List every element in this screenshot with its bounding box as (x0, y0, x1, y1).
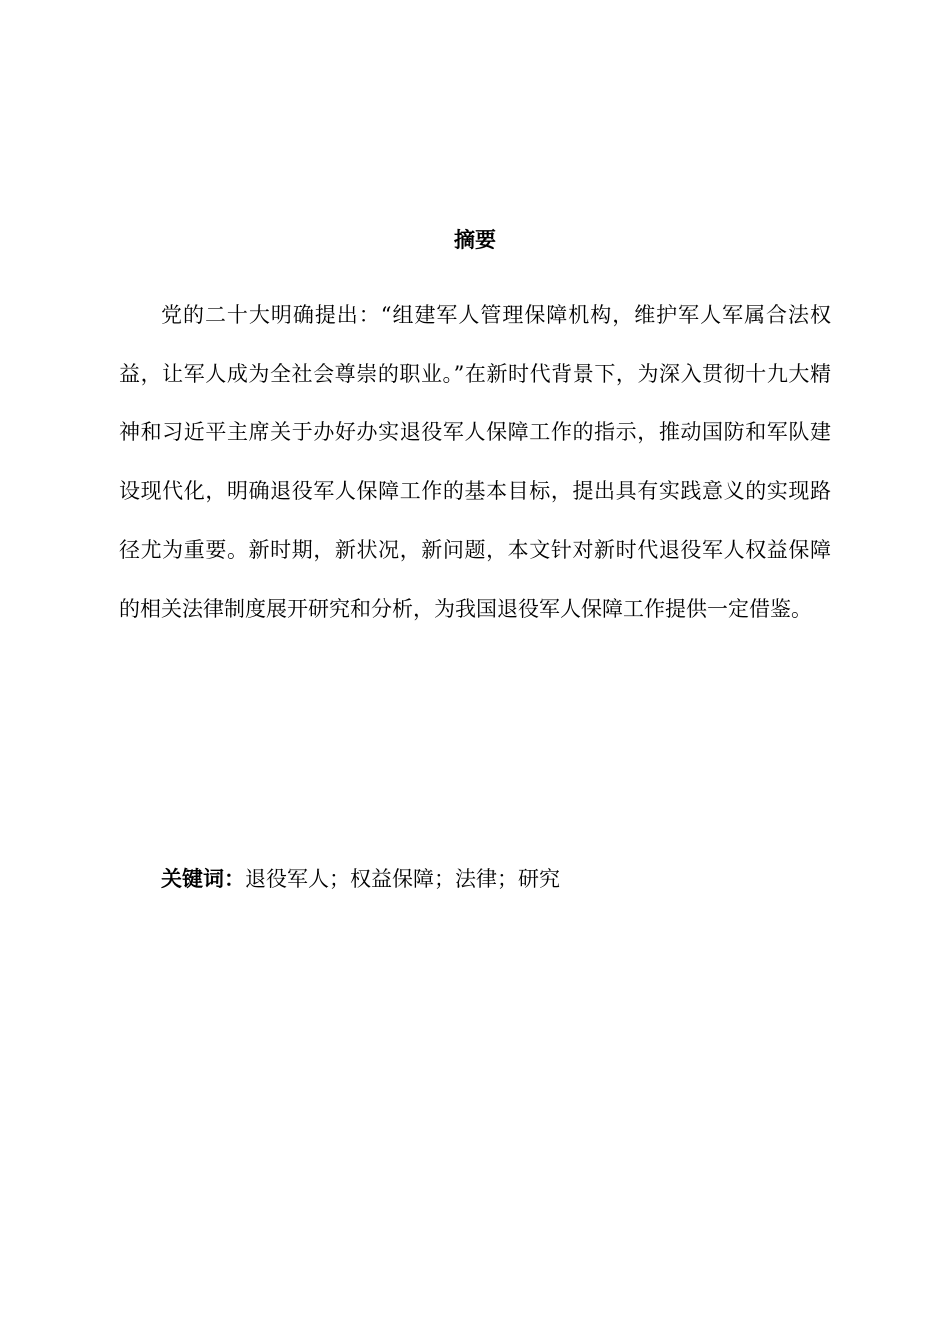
abstract-paragraph: 党的二十大明确提出：“组建军人管理保障机构，维护军人军属合法权益，让军人成为全社会尊崇的职业。”在新时代背景下，为深入贯彻十九大精神和习近平主席关于办好办实退役军人保障工作的指示，推动国防和军队建设现代化，明确退役军人保障工作的基本目标，提出具有实践意义的实现路径尤为重要。新时期，新状况，新问题，本文针对新时代退役军人权益保障的相关法律制度展开研究和分析，为我国退役军人保障工作提供一定借鉴。 (119, 303, 831, 621)
keywords-label: 关键词： (161, 867, 245, 891)
keywords-line (161, 864, 831, 894)
abstract-title: 摘要 (454, 228, 496, 252)
keywords-text: 退役军人；权益保障；法律；研究 (245, 867, 560, 891)
